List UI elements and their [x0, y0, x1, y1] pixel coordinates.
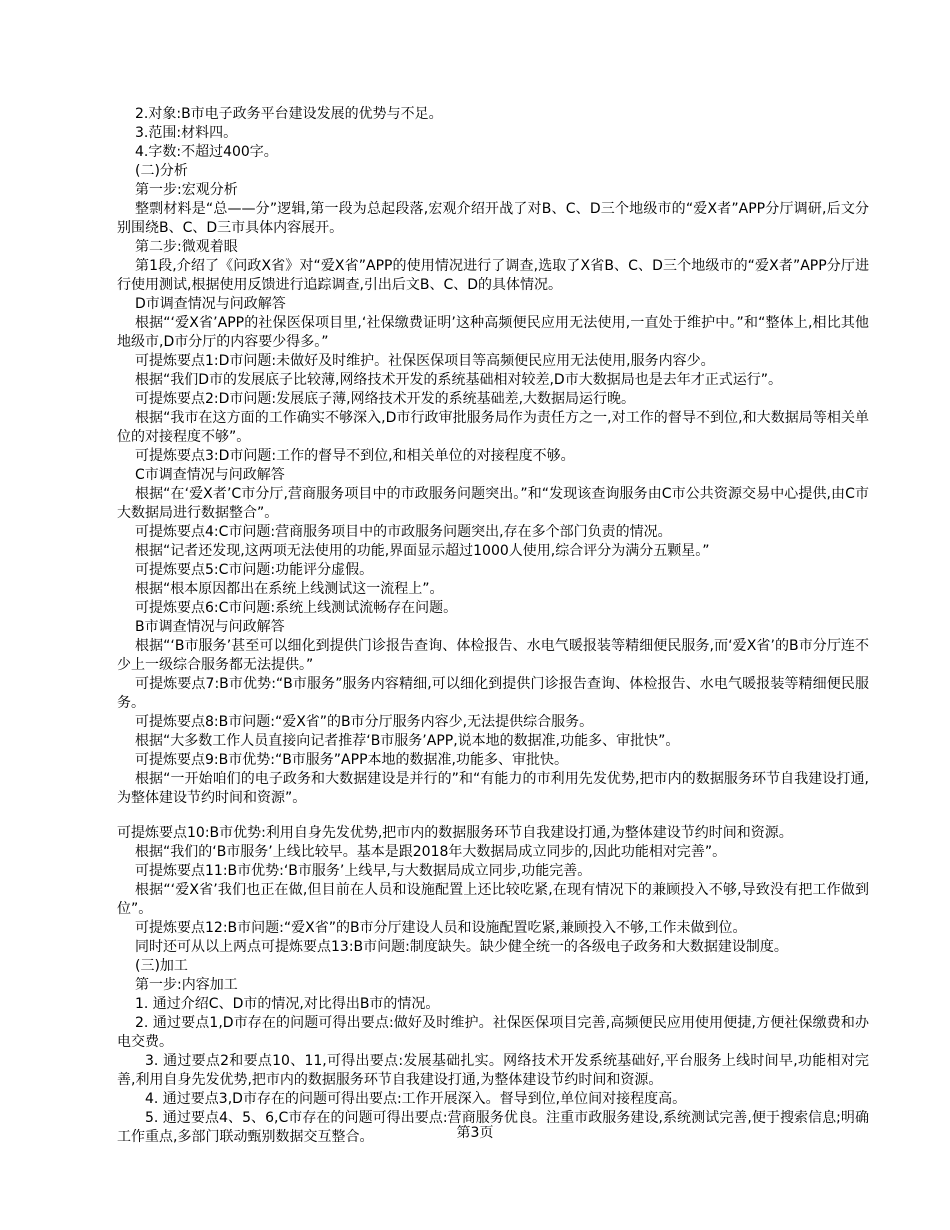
paragraph: B市调查情况与问政解答 — [135, 619, 285, 635]
paragraph: C市调查情况与问政解答 — [135, 467, 285, 483]
paragraph: 根据“大多数工作人员直接向记者推荐‘B市服务’APP,说本地的数据准,功能多、审批快”。 — [135, 733, 680, 749]
paragraph: 4. 通过要点3,D市存在的问题可得出要点:工作开展深入。督导到位,单位间对接程度高。 — [145, 1091, 687, 1107]
paragraph: (二)分析 — [135, 163, 188, 179]
paragraph: (三)加工 — [135, 958, 188, 974]
paragraph: 可提炼要点6:C市问题:系统上线测试流畅存在问题。 — [135, 600, 458, 616]
paragraph: 根据“‘爱X省’我们也正在做,但目前在人员和设施配置上还比较吃紧,在现有情况下的兼顾投入不够,导致没有把工作做到位”。 — [117, 882, 869, 917]
paragraph: 第二步:微观着眼 — [135, 239, 238, 255]
paragraph: 根据“‘B市服务’甚至可以细化到提供门诊报告查询、体检报告、水电气暖报装等精细便民服务,而‘爱X省’的B市分厅连不少上一级综合服务都无法提供。” — [117, 638, 869, 673]
paragraph: 可提炼要点5:C市问题:功能评分虚假。 — [135, 562, 374, 578]
paragraph: 可提炼要点2:D市问题:发展底子薄,网络技术开发的系统基础差,大数据局运行晚。 — [135, 391, 636, 407]
page-number: 第3页 — [456, 1125, 494, 1141]
paragraph: 可提炼要点3:D市问题:工作的督导不到位,和相关单位的对接程度不够。 — [135, 448, 575, 464]
paragraph: 可提炼要点1:D市问题:未做好及时维护。社保医保项目等高频便民应用无法使用,服务内容少。 — [135, 353, 715, 369]
paragraph: 根据“在‘爱X者’C市分厅,营商服务项目中的市政服务问题突出。”和“发现该查询服务由C市公共资源交易中心提供,由C市大数据局进行数据整合”。 — [117, 486, 869, 521]
paragraph: 3.范围:材料四。 — [135, 125, 238, 141]
paragraph: 可提炼要点8:B市问题:“爱X省”的B市分厅服务内容少,无法提供综合服务。 — [135, 714, 594, 730]
paragraph: 5. 通过要点4、5、6,C市存在的问题可得出要点:营商服务优良。注重市政服务建设,系统测试完善,便于搜索信息;明确工作重点,多部门联动甄别数据交互整合。 — [117, 1110, 869, 1145]
paragraph: 可提炼要点11:B市优势:‘B市服务’上线早,与大数据局成立同步,功能完善。 — [135, 863, 592, 879]
paragraph: 根据“我们D市的发展底子比较薄,网络技术开发的系统基础相对较差,D市大数据局也是去年才正式运行”。 — [135, 372, 782, 388]
paragraph: 同时还可从以上两点可提炼要点13:B市问题:制度缺失。缺少健全统一的各级电子政务和大数据建设制度。 — [135, 939, 788, 955]
paragraph: 1. 通过介绍C、D市的情况,对比得出B市的情况。 — [135, 996, 440, 1012]
paragraph: 根据“我们的‘B市服务’上线比较早。基本是跟2018年大数据局成立同步的,因此功能相对完善”。 — [135, 844, 727, 860]
paragraph: 根据“一开始咱们的电子政务和大数据建设是并行的”和“有能力的市利用先发优势,把市内的数据服务环节自我建设打通,为整体建设节约时间和资源”。 — [117, 771, 869, 806]
document-body — [117, 105, 869, 1147]
paragraph: 根据“根本原因都出在系统上线测试这一流程上”。 — [135, 581, 444, 597]
paragraph: 可提炼要点9:B市优势:“B市服务”APP本地的数据准,功能多、审批快。 — [135, 752, 568, 768]
paragraph: 第1段,介绍了《问政X省》对“爱X省”APP的使用情况进行了调查,选取了X省B、C、D三个地级市的“爱X者”APP分厅进行使用测试,根据使用反馈进行追踪调查,引出后文B、C、D的具体情况。 — [117, 258, 869, 293]
paragraph: 整剽材料是“总——分”逻辑,第一段为总起段落,宏观介绍开战了对B、C、D三个地级市的“爱X者”APP分厅调研,后文分别围绕B、C、D三市具体内容展开。 — [117, 201, 869, 236]
paragraph: 可提炼要点4:C市问题:营商服务项目中的市政服务问题突出,存在多个部门负责的情况。 — [135, 524, 672, 540]
paragraph: 根据“我市在这方面的工作确实不够深入,D市行政审批服务局作为责任方之一,对工作的督导不到位,和大数据局等相关单位的对接程度不够”。 — [117, 410, 869, 445]
paragraph: 2.对象:B市电子政务平台建设发展的优势与不足。 — [135, 106, 443, 122]
blank-line — [117, 808, 869, 824]
paragraph: 根据“‘爱X省’APP的社保医保项目里,‘社保缴费证明’这种高频便民应用无法使用,一直处于维护中。”和“整体上,相比其他地级市,D市分厅的内容要少得多。” — [117, 315, 869, 350]
paragraph: D市调查情况与问政解答 — [135, 296, 286, 312]
paragraph: 2. 通过要点1,D市存在的问题可得出要点:做好及时维护。社保医保项目完善,高频便民应用使用便捷,方便社保缴费和办电交费。 — [117, 1015, 869, 1050]
paragraph: 根据“记者还发现,这两项无法使用的功能,界面显示超过1000人使用,综合评分为满分五颗星。” — [135, 543, 710, 559]
paragraph: 可提炼要点12:B市问题:“爱X省”的B市分厅建设人员和设施配置吃紧,兼顾投入不够,工作未做到位。 — [135, 920, 747, 936]
paragraph: 可提炼要点10:B市优势:利用自身先发优势,把市内的数据服务环节自我建设打通,为整体建设节约时间和资源。 — [117, 825, 793, 841]
paragraph: 第一步:宏观分析 — [135, 182, 238, 198]
paragraph: 4.字数:不超过400字。 — [135, 144, 278, 160]
paragraph: 可提炼要点7:B市优势:“B市服务”服务内容精细,可以细化到提供门诊报告查询、体检报告、水电气暖报装等精细便民服务。 — [117, 676, 869, 711]
paragraph: 3. 通过要点2和要点10、11,可得出要点:发展基础扎实。网络技术开发系统基础好,平台服务上线时间早,功能相对完善,利用自身先发优势,把市内的数据服务环节自我建设打通,为整体建设节约时间和资源。 — [117, 1053, 869, 1088]
paragraph: 第一步:内容加工 — [135, 977, 238, 993]
